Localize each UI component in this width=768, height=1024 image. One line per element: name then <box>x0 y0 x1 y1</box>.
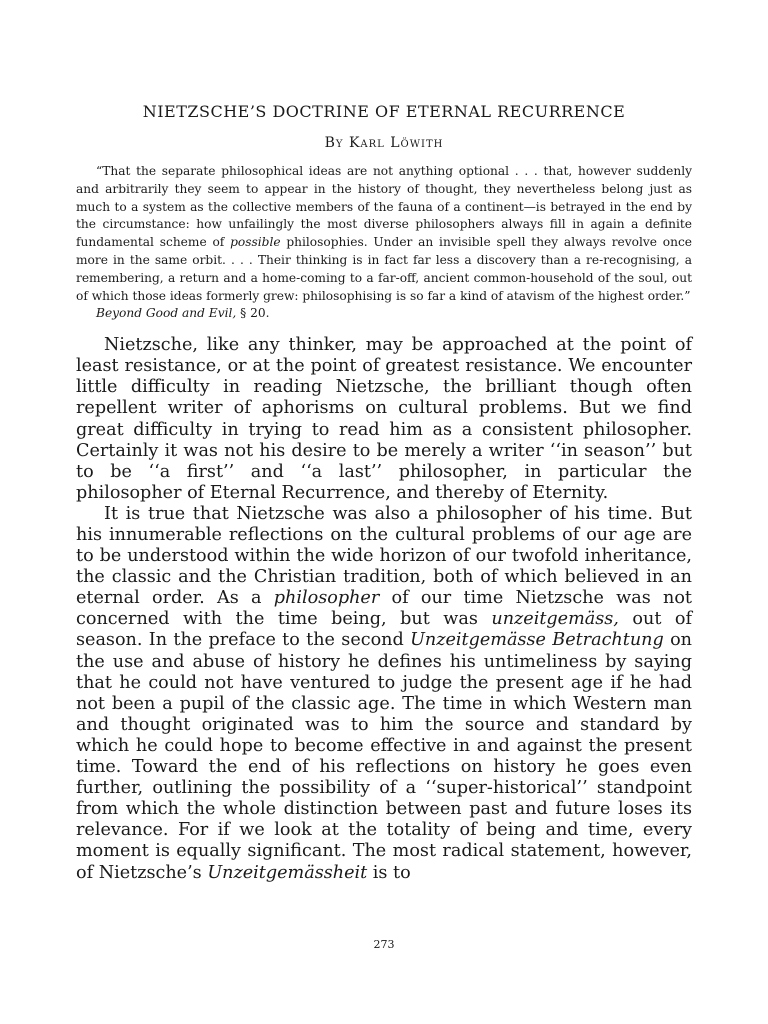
paragraph-2-text-c: out of season. In the preface to the second <box>76 609 692 651</box>
article-title: NIETZSCHE’S DOCTRINE OF ETERNAL RECURRENCE <box>142 102 626 121</box>
paragraph-2-emphasis-3: Unzeitgemässe Betrachtung <box>410 630 664 651</box>
paragraph-2-emphasis-1: philosopher <box>273 588 380 609</box>
epigraph-text-1: “That the separate philosophical ideas are not anything optional . . . that, however suddenly and arbitrarily they seem to appear in the history of thought, they nevertheless belong just as much to a system as the collective members of the fauna of a continent—is betrayed in the end by the circumstance: how unfailingly the most diverse philosophers always fill in again a definite fundamental scheme of <box>76 164 692 250</box>
epigraph-source <box>96 305 692 323</box>
epigraph-quote <box>76 163 692 305</box>
paragraph-2 <box>76 504 692 884</box>
paragraph-2-emphasis-4: Unzeitgemässheit <box>207 862 368 883</box>
epigraph-text-2: philosophies. Under an invisible spell they always revolve once more in the same orbit. . . . Their thinking is in fact far less a discovery than a re-recognising, a remembering, a return and a home-coming to a far-off, ancient common-household of the soul, out of which those ideas formerly grew: philosophising is so far a kind of atavism of the highest order.” <box>76 235 692 303</box>
paragraph-2-text-b: of our time Nietzsche was not concerned with the time being, but was <box>76 588 692 630</box>
paragraph-2-emphasis-2: unzeitgemäss, <box>491 609 619 630</box>
epigraph-block <box>76 163 692 323</box>
paragraph-2-text-e: is to <box>367 862 411 883</box>
paragraph-1: Nietzsche, like any thinker, may be approached at the point of least resistance, or at the point of greatest resistance. We encounter little difficulty in reading Nietzsche, the brilliant though often repellent writer of aphorisms on cultural problems. But we find great difficulty in trying to read him as a consistent philosopher. Certainly it was not his desire to be merely a writer ‘‘in season’’ but to be ‘‘a first’’ and ‘‘a last’’ philosopher, in particular the philosopher of Eternal Recurrence, and thereby of Eternity. <box>76 335 692 503</box>
article-page <box>76 96 692 884</box>
paragraph-2-text-d: on the use and abuse of history he defines his untimeliness by saying that he could not have ventured to judge the present age if he had not been a pupil of the classic age. The time in which Western man and thought originated was to him the source and standard by which he could hope to become effective in and against the present time. Toward the end of his reflections on history he goes even further, outlining the possibility of a ‘‘super-historical’’ standpoint from which the whole distinction between past and future loses its relevance. For if we look at the totality of being and time, every moment is equally significant. The most radical statement, however, of Nietzsche’s <box>76 630 693 883</box>
page-number: 273 <box>373 938 395 951</box>
article-body <box>76 335 692 883</box>
epigraph-emphasis: possible <box>230 235 281 250</box>
paragraph-2-text-a: It is true that Nietzsche was also a philosopher of his time. But his innumerable reflections on the cultural problems of our age are to be understood within the wide horizon of our twofold inheritance, the classic and the Christian tradition, both of which believed in an eternal order. As a <box>76 503 692 609</box>
epigraph-source-title: Beyond Good and Evil, <box>96 306 237 321</box>
article-byline: By Karl Löwith <box>324 135 444 151</box>
epigraph-source-section: § 20. <box>236 306 270 321</box>
